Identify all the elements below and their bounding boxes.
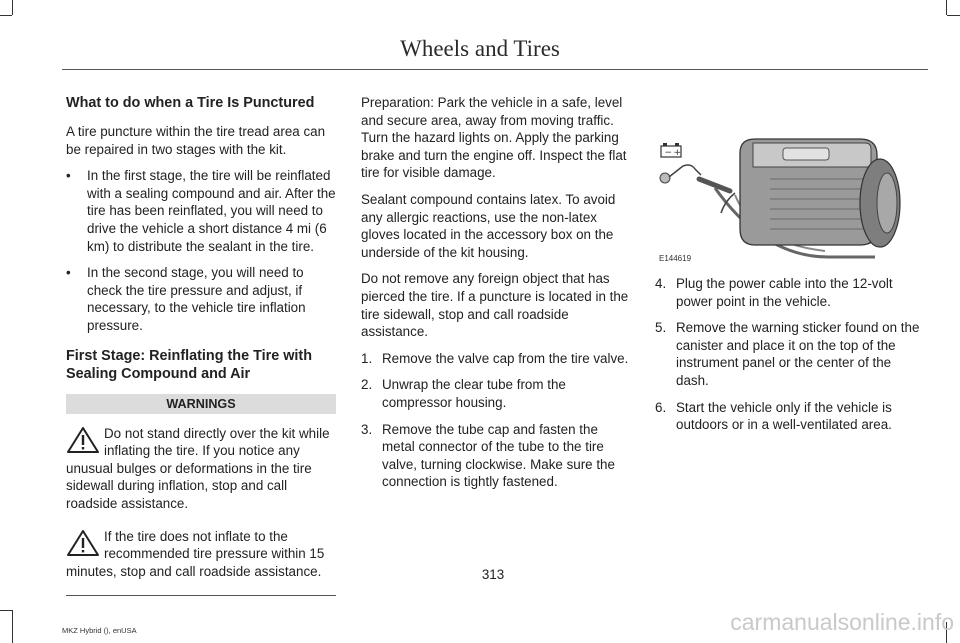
crop-mark [947,15,960,16]
list-item [361,376,631,411]
document-id: MKZ Hybrid (), enUSA [62,626,137,635]
bullet-text: In the first stage, the tire will be reinflated with a sealing compound and air. After the tire has been reinflated, you will need to drive the vehicle a short distance 4 mi (6 km) to distribute the sealant in the tire. [87,168,336,254]
crop-mark [946,0,947,15]
step-number: 3. [361,421,373,437]
step-text: Remove the valve cap from the tire valve. [382,350,629,366]
list-item [655,275,927,310]
battery-minus-label: − [664,148,673,158]
step-text: Remove the tube cap and fasten the metal connector of the tube to the tire valve, turning clockwise. Make sure the connection is tightly fastened. [382,421,615,490]
warning-triangle-icon [66,529,100,557]
list-item [66,264,336,334]
figure-label: E144619 [659,254,692,263]
battery-plus-label: + [673,148,682,158]
list-item [361,350,631,368]
sealant-paragraph: Sealant compound contains latex. To avoid any allergic reactions, use the non-latex gloves located in the accessory box on the underside of the kit housing. [361,191,616,260]
list-item [655,319,927,389]
header-divider [62,69,928,70]
stage-bullet-list [66,167,336,334]
bullet-mark: • [66,265,71,281]
section-heading-first-stage: First Stage: Reinflating the Tire with Sealing Compound and Air [66,347,312,382]
step-number: 2. [361,377,373,393]
warnings-bottom-rule [66,595,336,596]
steps-list-continued [655,275,927,434]
bullet-text: In the second stage, you will need to check the tire pressure and adjust, if necessary, to the vehicle tire inflation pressure. [87,265,306,333]
crop-mark [0,610,12,611]
warnings-header: WARNINGS [66,394,336,414]
warning-triangle-icon [66,426,100,454]
foreign-object-paragraph: Do not remove any foreign object that has pierced the tire. If a puncture is located in the tire sidewall, stop and call roadside assistance. [361,271,629,340]
bullet-mark: • [66,168,71,184]
watermark: carmanualsonline.info [730,609,954,635]
warning-text: Do not stand directly over the kit while inflating the tire. If you notice any unusual bulges or deformations in the tire sidewall during inflation, stop and call roadside assistance. [66,425,330,511]
step-number: 6. [655,399,667,415]
page-title: Wheels and Tires [400,36,560,61]
steps-list [361,350,631,491]
intro-paragraph: A tire puncture within the tire tread area can be repaired in two stages with the kit. [66,124,326,157]
preparation-paragraph: Preparation: Park the vehicle in a safe, level and secure area, away from moving traffic. Turn the hazard lights on. Apply the parking brake and turn the engine off. Inspect the flat tire for visible damage. [361,95,627,181]
tire-kit-compressor-drawing [655,133,927,269]
crop-mark [0,15,12,16]
crop-mark [12,610,13,643]
step-text: Start the vehicle only if the vehicle is outdoors or in a well-ventilated area. [676,399,892,433]
warning-item [66,425,336,513]
battery-icon [661,143,681,158]
list-item [66,167,336,255]
step-text: Unwrap the clear tube from the compressor housing. [382,377,566,410]
compressor-illustration [655,133,927,269]
list-item [361,421,631,491]
step-number: 1. [361,350,373,366]
column-right [655,275,927,443]
step-number: 5. [655,320,667,336]
step-text: Remove the warning sticker found on the canister and place it on the top of the instrument panel or the center of the dash. [676,320,920,388]
warning-text: If the tire does not inflate to the recommended tire pressure within 15 minutes, stop and call roadside assistance. [66,528,325,579]
crop-mark [12,0,13,15]
step-text: Plug the power cable into the 12-volt power point in the vehicle. [676,276,893,309]
column-middle [361,94,631,500]
list-item [655,399,927,434]
page-number: 313 [481,567,505,582]
column-left [66,94,336,596]
step-number: 4. [655,276,667,291]
section-heading-puncture: What to do when a Tire Is Punctured [66,95,315,111]
